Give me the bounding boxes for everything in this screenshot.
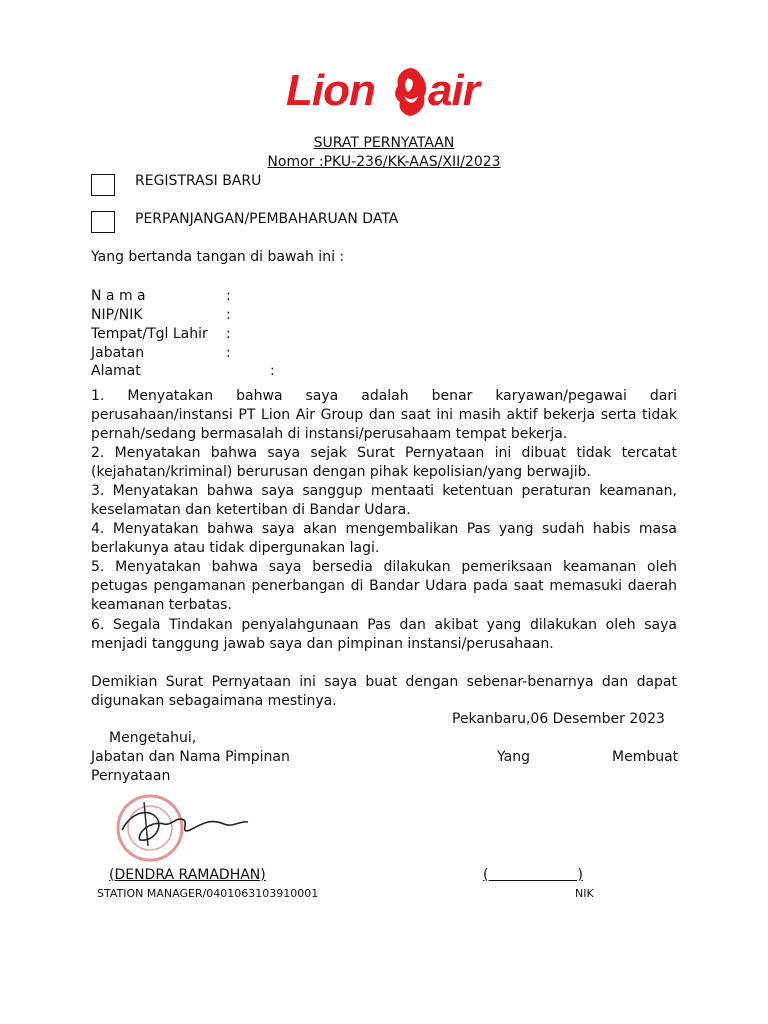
statement-4: 4. Menyatakan bahwa saya akan mengembalikan Pas yang sudah habis masa berlakunya atau tidak dipergunakan lagi. <box>91 521 677 556</box>
field-label-jabatan: Jabatan <box>91 345 145 361</box>
statement-5: 5. Menyatakan bahwa saya bersedia dilakukan pemeriksaan keamanan oleh petugas pengamanan penerbangan di Bandar Udara pada saat memasuki daerah keamanan terbatas. <box>91 559 677 613</box>
statement-1: 1. Menyatakan bahwa saya adalah benar karyawan/pegawai dari perusahaan/instansi PT Lion Air Group dan saat ini masih aktif bekerja serta tidak pernah/sedang bermasalah di instansi/perusahaam tempat bekerja. <box>91 388 677 442</box>
stamp-signature-image <box>92 790 252 862</box>
checkbox-perpanjangan[interactable] <box>91 211 115 233</box>
field-label-nip: NIP/NIK <box>91 307 143 323</box>
field-label-nama: N a m a <box>91 288 146 304</box>
logo-text-lion: Lion <box>286 66 375 115</box>
right-role-yang: Yang <box>497 749 530 765</box>
field-colon: : <box>226 288 231 304</box>
field-colon: : <box>226 326 231 342</box>
field-colon: : <box>226 307 231 323</box>
right-signer-name: ( ) <box>483 867 583 883</box>
closing-text: Demikian Surat Pernyataan ini saya buat dengan sebenar-benarnya dan dapat digunakan sebagaimana mestinya. <box>91 674 677 709</box>
acknowledged-label: Mengetahui, <box>109 730 197 746</box>
logo-text-air: air <box>428 66 479 115</box>
checkbox-label-registrasi-baru: REGISTRASI BARU <box>135 173 262 189</box>
left-role-label: Jabatan dan Nama Pimpinan <box>91 749 290 765</box>
field-label-alamat: Alamat <box>91 363 141 379</box>
field-colon: : <box>270 363 275 379</box>
statement-2: 2. Menyatakan bahwa saya sejak Surat Pernyataan ini dibuat tidak tercatat (kejahatan/kriminal) berurusan dengan pihak kepolisian/yang berwajib. <box>91 445 677 480</box>
left-signer-title: STATION MANAGER/0401063103910001 <box>97 887 319 900</box>
checkbox-label-perpanjangan: PERPANJANGAN/PEMBAHARUAN DATA <box>135 211 399 227</box>
document-number: Nomor :PKU-236/KK-AAS/XII/2023 <box>267 154 501 170</box>
intro-text: Yang bertanda tangan di bawah ini : <box>91 249 345 265</box>
lion-head-icon <box>390 66 430 118</box>
checkbox-registrasi-baru[interactable] <box>91 174 115 196</box>
right-signer-nik: NIK <box>575 887 594 900</box>
right-role-membuat: Membuat <box>612 749 679 765</box>
place-date: Pekanbaru,06 Desember 2023 <box>452 711 665 727</box>
right-role-pernyataan: Pernyataan <box>91 768 171 784</box>
statement-6: 6. Segala Tindakan penyalahgunaan Pas dan akibat yang dilakukan oleh saya menjadi tanggung jawab saya dan pimpinan instansi/perusahaan. <box>91 617 677 652</box>
left-signer-name: (DENDRA RAMADHAN) <box>109 867 266 883</box>
field-colon: : <box>226 345 231 361</box>
document-title: SURAT PERNYATAAN <box>313 135 455 151</box>
lion-air-logo <box>286 62 482 122</box>
field-label-ttl: Tempat/Tgl Lahir <box>91 326 208 342</box>
statement-3: 3. Menyatakan bahwa saya sanggup mentaati ketentuan peraturan keamanan, keselamatan dan ketertiban di Bandar Udara. <box>91 483 677 518</box>
